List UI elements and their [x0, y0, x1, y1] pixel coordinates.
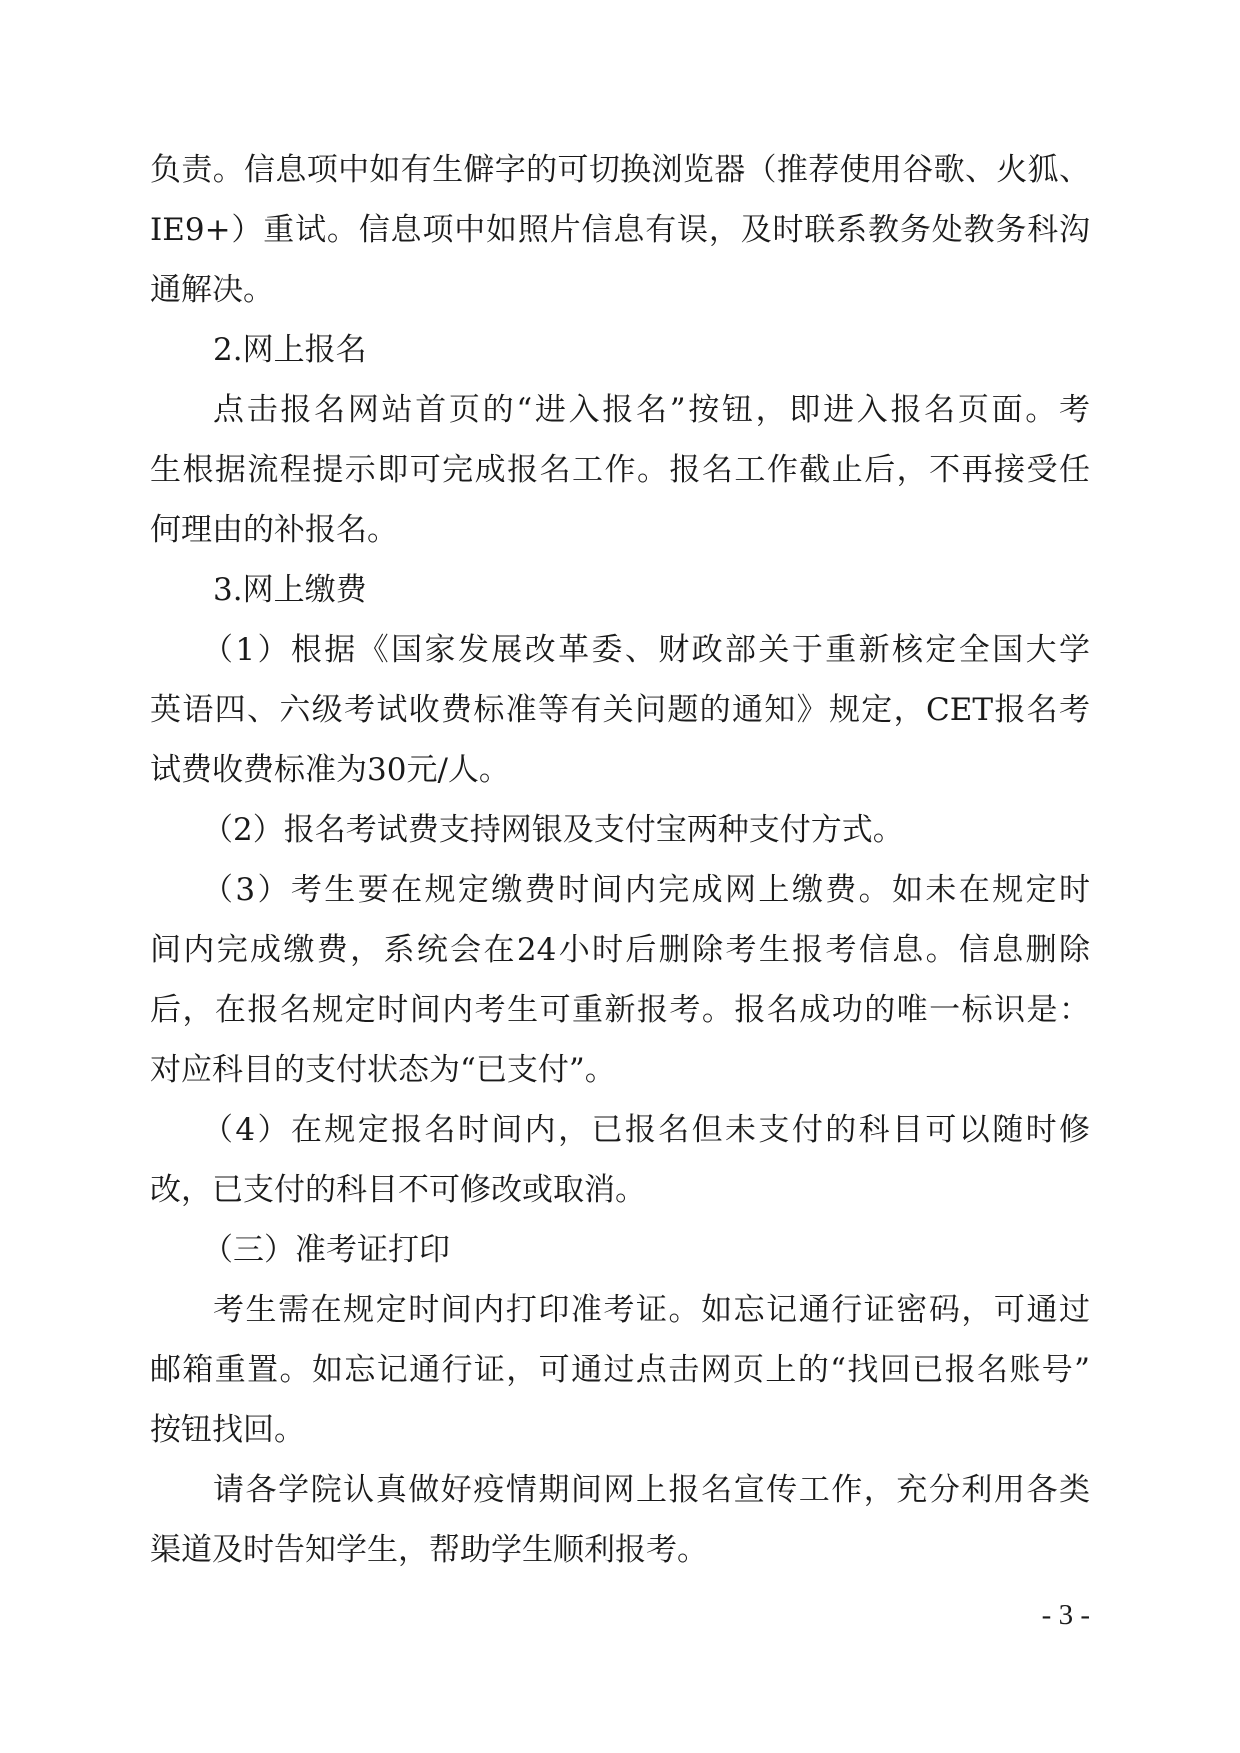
- paragraph-line: 间内完成缴费，系统会在24小时后删除考生报考信息。信息删除: [150, 932, 1090, 968]
- paragraph-line: 何理由的补报名。: [150, 512, 398, 548]
- paragraph-line: 点击报名网站首页的“进入报名”按钮，即进入报名页面。考: [213, 392, 1090, 428]
- section-heading-online-payment: 3.网上缴费: [213, 572, 367, 608]
- paragraph-line: 邮箱重置。如忘记通行证，可通过点击网页上的“找回已报名账号”: [150, 1352, 1090, 1388]
- paragraph-line: 负责。信息项中如有生僻字的可切换浏览器（推荐使用谷歌、火狐、: [150, 152, 1090, 188]
- paragraph-line: 按钮找回。: [150, 1412, 305, 1448]
- section-heading-online-registration: 2.网上报名: [213, 332, 367, 368]
- paragraph-line: （4）在规定报名时间内，已报名但未支付的科目可以随时修: [202, 1112, 1090, 1148]
- paragraph-line: 通解决。: [150, 272, 274, 308]
- paragraph-line: 渠道及时告知学生，帮助学生顺利报考。: [150, 1532, 708, 1568]
- paragraph-line: 改，已支付的科目不可修改或取消。: [150, 1172, 646, 1208]
- paragraph-line: 英语四、六级考试收费标准等有关问题的通知》规定，CET报名考: [150, 692, 1090, 728]
- paragraph-line: 请各学院认真做好疫情期间网上报名宣传工作，充分利用各类: [213, 1472, 1090, 1508]
- paragraph-line: （3）考生要在规定缴费时间内完成网上缴费。如未在规定时: [202, 872, 1090, 908]
- paragraph-line: 生根据流程提示即可完成报名工作。报名工作截止后，不再接受任: [150, 452, 1090, 488]
- paragraph-line: IE9+）重试。信息项中如照片信息有误，及时联系教务处教务科沟: [150, 212, 1090, 248]
- paragraph-line: （2）报名考试费支持网银及支付宝两种支付方式。: [202, 812, 904, 848]
- document-body: [150, 140, 1090, 1580]
- paragraph-line: 试费收费标准为30元/人。: [150, 752, 510, 788]
- paragraph-line: 对应科目的支付状态为“已支付”。: [150, 1052, 616, 1088]
- paragraph-line: （1）根据《国家发展改革委、财政部关于重新核定全国大学: [202, 632, 1090, 668]
- paragraph-line: 后，在报名规定时间内考生可重新报考。报名成功的唯一标识是：: [150, 992, 1090, 1028]
- paragraph-line: 考生需在规定时间内打印准考证。如忘记通行证密码，可通过: [213, 1292, 1090, 1328]
- section-heading-admission-ticket: （三）准考证打印: [202, 1232, 450, 1268]
- page-number: - 3 -: [1041, 1599, 1090, 1631]
